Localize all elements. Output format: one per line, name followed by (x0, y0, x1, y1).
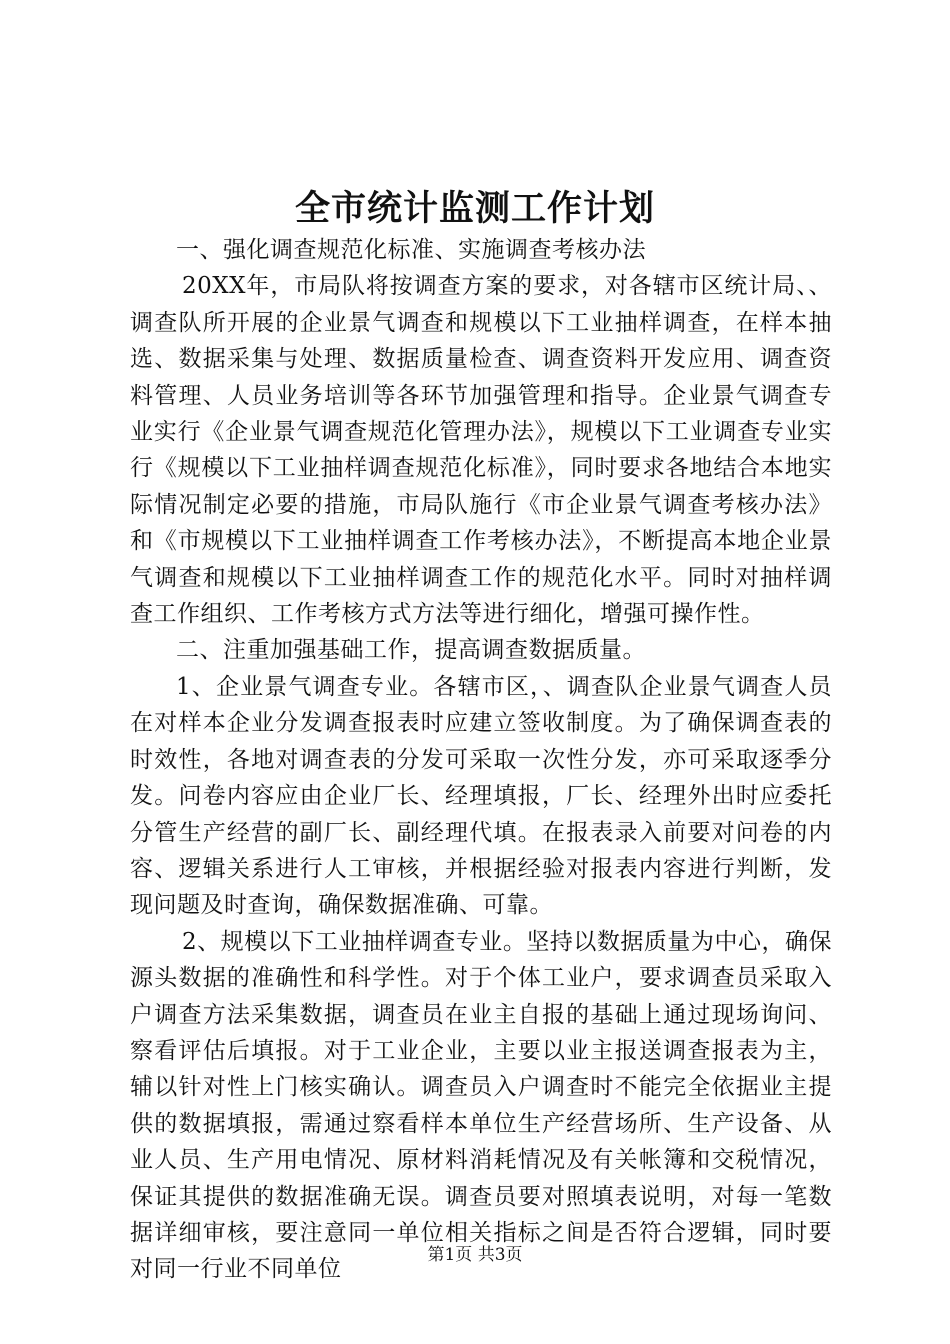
paragraph-1: 20XX年，市局队将按调查方案的要求，对各辖市区统计局、、调查队所开展的企业景气调查和规模以下工业抽样调查，在样本抽选、数据采集与处理、数据质量检查、调查资料开发应用、调查资料管理、人员业务培训等各环节加强管理和指导。企业景气调查专业实行《企业景气调查规范化管理办法》，规模以下工业调查专业实行《规模以下工业抽样调查规范化标准》，同时要求各地结合本地实际情况制定必要的措施，市局队施行《市企业景气调查考核办法》和《市规模以下工业抽样调查工作考核办法》，不断提高本地企业景气调查和规模以下工业抽样调查工作的规范化水平。同时对抽样调查工作组织、工作考核方式方法等进行细化，增强可操作性。 (130, 273, 832, 628)
section-heading-1: 一、强化调查规范化标准、实施调查考核办法 (176, 237, 646, 263)
paragraph-3: 2、规模以下工业抽样调查专业。坚持以数据质量为中心，确保源头数据的准确性和科学性。对于个体工业户，要求调查员采取入户调查方法采集数据，调查员在业主自报的基础上通过现场询问、察看评估后填报。对于工业企业，主要以业主报送调查报表为主，辅以针对性上门核实确认。调查员入户调查时不能完全依据业主提供的数据填报，需通过察看样本单位生产经营场所、生产设备、从业人员、生产用电情况、原材料消耗情况及有关帐簿和交税情况，保证其提供的数据准确无误。调查员要对照填表说明，对每一笔数据详细审核，要注意同一单位相关指标之间是否符合逻辑，同时要对同一行业不同单位 (130, 928, 832, 1283)
page-footer: 第1页 共3页 (427, 1245, 523, 1265)
document-body (130, 232, 832, 1288)
section-heading-2: 二、注重加强基础工作，提高调查数据质量。 (176, 637, 646, 664)
document-title: 全市统计监测工作计划 (294, 188, 655, 229)
paragraph-2: 1、企业景气调查专业。各辖市区，、调查队企业景气调查人员在对样本企业分发调查报表时应建立签收制度。为了确保调查表的时效性，各地对调查表的分发可采取一次性分发，亦可采取逐季分发。问卷内容应由企业厂长、经理填报，厂长、经理外出时应委托分管生产经营的副厂长、副经理代填。在报表录入前要对问卷的内容、逻辑关系进行人工审核，并根据经验对报表内容进行判断，发现问题及时查询，确保数据准确、可靠。 (130, 673, 832, 919)
